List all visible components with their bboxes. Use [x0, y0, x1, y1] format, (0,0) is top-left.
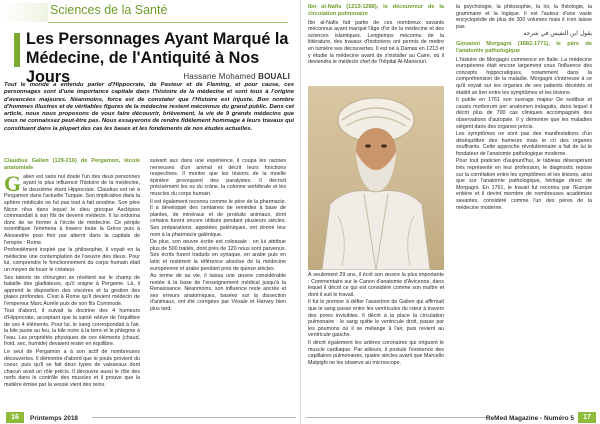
- left-footer-rule: [92, 417, 296, 418]
- right-column-2: [456, 4, 592, 212]
- morgagni-paragraph-2: Il publie en 1761 son ouvrage majeur De sedibus et causis morborum per anatomen indagatis, dans lequel il décrit plus de 700 cas cliniques accompagnés des observations d'autopsie. Il y démontre que les maladies siègent dans des organes précis.: [456, 97, 592, 130]
- dropcap-letter: G: [4, 170, 22, 196]
- author-first-name: Hassane Mohamed: [183, 72, 256, 81]
- ibn-al-nafis-continued: la psychologie, la philosophie, la loi, la théologie, la grammaire et la logique. Il est l'auteur d'une vaste encyclopédie de plus de 300 volumes mais il n'en laisse pas.: [456, 4, 592, 30]
- left-page-number: 16: [6, 412, 24, 423]
- left-footer: [0, 410, 300, 424]
- galien-col2-paragraph-4: Au terme de sa vie, il laissa une œuvre considérable restée à la base de l'enseignement médical jusqu'à la Renaissance. Néanmoins, son influence reste ancrée et ses erreurs anatomiques, basées sur la dissection d'animaux, ont été corrigées par Vésale et Harvey bien plus tard.: [150, 273, 286, 313]
- galien-col2-paragraph-2: Il est également reconnu comme le père de la pharmacie. Il a développé des centaines de remèdes à base de plantes, de minéraux et de produits animaux, dont certains furent encore utilisés pendant plusieurs siècles. Ses préparations, appelées galéniques, ont donné leur nom à la pharmacie galénique.: [150, 198, 286, 238]
- galien-paragraph-2: Profondément inspiré par la philosophie, il voyait en la médecine une contemplation de l'oeuvre des dieux. Pour lui, comprendre le fonctionnement du corps humain était un moyen de louer le créateur.: [4, 247, 140, 273]
- right-footer: [300, 410, 600, 424]
- magazine-label: ReMed Magazine - Numéro 5: [485, 415, 574, 422]
- right-footer-rule: [306, 417, 488, 418]
- section-title-text: Sciences de la Santé: [50, 3, 168, 17]
- morgagni-paragraph-4: Pour tout praticien d'aujourd'hui, le tableau désespérant très représenté en leur profession, le diagnostic repose sur la corrélation entre les symptômes et les lésions, ainsi que sur l'anatomie pathologique, héritage direct de Morgagni. En 1761, le travail fut reconnu par l'Europe entière et il devint membre de nombreuses académies savantes, considéré comme l'un des pères de la médecine moderne.: [456, 158, 592, 211]
- morgagni-paragraph-3: Les symptômes ne sont pas des manifestations d'un déséquilibre des humeurs mais le cri des organes souffrants. Cette approche révolutionnaire a fait de lui le fondateur de l'anatomie pathologique moderne.: [456, 131, 592, 157]
- title-accent-bar: [14, 33, 20, 67]
- author-byline: [183, 72, 290, 81]
- left-column-2: [150, 158, 286, 314]
- left-column-1: [4, 158, 140, 390]
- ibn-al-nafis-paragraph-3: Il fut le premier à défier l'assertion de Galien qui affirmait que le sang passe entre les ventricules du cœur à travers des pores invisibles. Il décrit à la place la circulation pulmonaire : le sang quitte le ventricule droit, passe par les poumons où il se mélange à l'air, puis revient au ventricule gauche.: [308, 299, 444, 339]
- galien-paragraph-1: [4, 170, 140, 247]
- author-last-name: BOUALI: [258, 72, 290, 81]
- arabic-quote: يقول ابن النفيس في شرحه: [523, 30, 592, 38]
- section-title-shade: [0, 3, 48, 22]
- morgagni-paragraph-1: L'histoire de Morgagni commence en Italie. La médecine européenne était encore largement sous l'influence des concepts hippocratiques, notamment dans la compréhension de la maladie. Morgagni s'intéresse à ce qu'il voyait sur les organes de ses patients décédés et établit un lien entre les symptômes et les lésions.: [456, 56, 592, 96]
- portrait-illustration: [308, 86, 444, 270]
- right-column-1-bottom: [308, 272, 444, 367]
- galien-paragraph-5: Le seul de Pergamon a à son actif de nombreuses découvertes. Il démontre d'abord que le pouls provient du coeur, puis qu'il se fait deux types de vaisseaux dont chacun avait un rôle précis. Il découvre aussi le rôle des nerfs dans le contrôle des muscles et il prouve que la matière émise par la vessie vient des reins.: [4, 349, 140, 388]
- section-title: [48, 3, 288, 23]
- morgagni-heading: Giovanni Morgagni (1682-1771), le père de l'anatomie pathologique: [456, 40, 592, 54]
- article-intro: Tout le monde a entendu parler d'Hippocrate, de Pasteur et de Fleming, et pour cause, ces personnages sont d'une importance capitale dans l'histoire de la médecine et sont tous à l'origine d'avancées majeures. Néanmoins, force est de constater que l'Histoire est injuste. Bon nombre d'hommes illustres et de véritables figures de la médecine restent méconnus du grand public. Dans cet article, nous nous proposons de vous faire découvrir, brièvement, la vie de 9 grands médecins que vous ne connaissez peut-être pas. Nous essayerons de rendre fidèlement hommage à leurs travaux qui constituent dans la plupart des cas les bases et les fondements de nos études actuelles.: [4, 82, 294, 132]
- galien-col2-paragraph-1: suivant aux dans une expérience, il coupa les racines nerveuses d'un animal et décrit leurs fonctions respectives. Il montre que les lésions de la moelle épinière provoquent des paralysies. Il décrivit précisément les os du crâne, la colonne vertébrale et les muscles du corps humain.: [150, 158, 286, 197]
- right-column-1-top: [308, 4, 444, 67]
- right-page-number: 17: [578, 412, 596, 423]
- right-page: [300, 0, 600, 424]
- ibn-al-nafis-paragraph-1: Ibn al-Nafis fait partie de ces nombreux savants méconnus ayant marqué l'âge d'or de la médecine et des sciences islamiques. Longtemps méconnu de la littérature, des travaux d'historiens ont permis de mettre en lumière ses découvertes. Il est né à Damas en 1213 et y étudie la médecine avant de s'installer au Caire, où il deviendra le médecin chef de l'hôpital Al-Mansouri.: [308, 19, 444, 66]
- ibn-al-nafis-paragraph-2: À seulement 29 ans, il écrit son œuvre la plus importante : Commentaire sur le Canon d'anatomie d'Avicenne, dans lequel il décrit ce qui est considéré comme son maître et dont il suit le travail.: [308, 272, 444, 298]
- article-title: Les Personnages Ayant Marqué la Médecine, de l'Antiquité à Nos Jours: [26, 30, 289, 86]
- galien-paragraph-4: Tout d'abord, il suivait la doctrine des 4 humeurs d'Hippocrate, acceptant que la santé relève de l'équilibre de ces 4 éléments. Pour lui, le sang correspondait à l'air, la bile jaune au feu, la bile noire à la terre et le phlegme à l'eau. Les propriétés physiques de ces éléments (chaud, froid, sec, humide) devaient rester en équilibre.: [4, 308, 140, 348]
- issue-label: Printemps 2018: [30, 415, 79, 422]
- ibn-al-nafis-paragraph-4: Il décrit également les artères coronaires qui irriguent le muscle cardiaque. Par ailleurs, il postule l'existence des capillaires pulmonaires, quatre siècles avant que Marcello Malpighi ne les observe au microscope.: [308, 339, 444, 366]
- ibn-al-nafis-portrait: [308, 86, 444, 270]
- galien-col2-paragraph-3: De plus, son œuvre écrite est colossale : on lui attribue plus de 500 traités, dont près de 120 nous sont parvenus. Ses écrits furent traduits en syriaque, en arabe puis en latin et restèrent la référence absolue de la médecine européenne et arabe pendant près de quinze siècles.: [150, 239, 286, 272]
- galien-heading: Claudius Galien (129-216) de Pergamon, lécole anatomiale: [4, 158, 140, 171]
- ibn-al-nafis-heading: Ibn al-Nafis (1213-1288), le découvreur de la circulation pulmonaire: [308, 4, 444, 17]
- galien-paragraph-3: Ses talents de chirurgien se révèlent sur le champ de bataille des gladiateurs, qu'il soigne à Pergame. Là, il apprend la disposition des viscères et la gestion des plaies profondes. C'est à Rome qu'il devient médecin de l'empereur Marc Aurèle puis de son fils Commode.: [4, 274, 140, 307]
- galien-p1-text: alien est sans nul doute l'un des deux personnes ayant le plus influencé l'histoire de la médecine, le deuxième étant Hippocrate. Claudius est né à Pergamon dans l'actuelle Turquie. Son implication dans la sphère médicale ne fut pas tout à fait anodine. Son père Nicon rêva dans lequel le dieu grecque Asclépios commandait à son fils de devenir médecin. Il lui ordonna donc de se former à l'école de médecine. Ce périple scientifique l'emmena à travers toute la Grèce puis à Alexandrie pour finir par atterrir dans la capitale de l'empire : Rome.: [4, 173, 140, 246]
